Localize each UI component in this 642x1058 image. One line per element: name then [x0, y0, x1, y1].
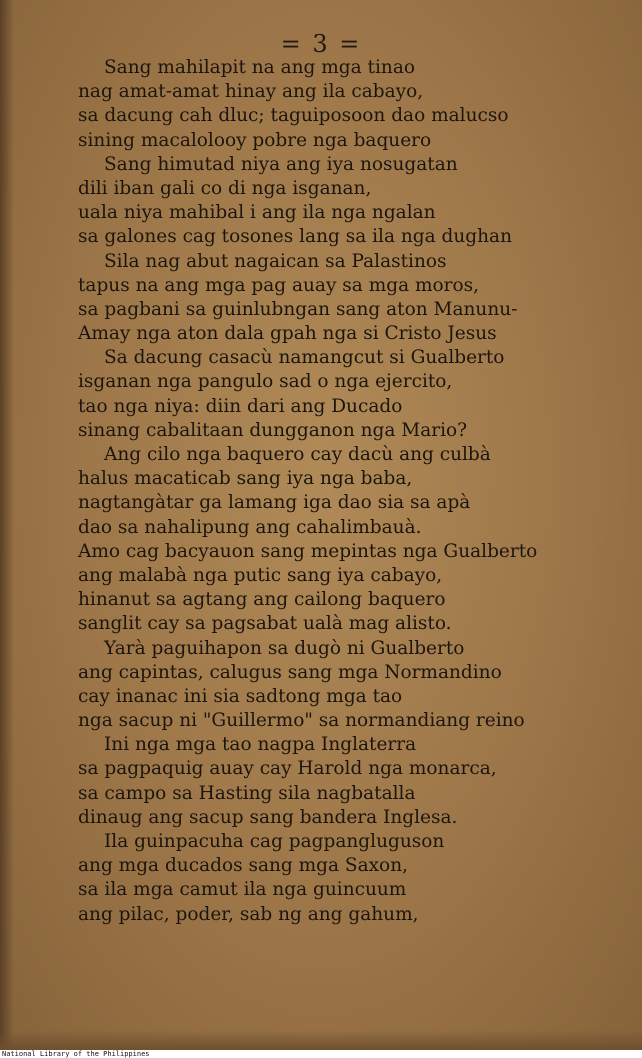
poem-line: sa pagpaquig auay cay Harold nga monarca, — [78, 758, 497, 780]
poem-line: ang malabà nga putic sang iya cabayo, — [78, 564, 443, 586]
poem-line: sanglit cay sa pagsabat ualà mag alisto. — [78, 613, 452, 635]
poem-line: ang mga ducados sang mga Saxon, — [78, 855, 408, 877]
poem-line: tapus na ang mga pag auay sa mga moros, — [78, 274, 480, 296]
poem-line: ang capintas, calugus sang mga Normandino — [78, 661, 502, 683]
poem-line: Yarà paguihapon sa dugò ni Gualberto — [104, 637, 465, 659]
poem-line: nga sacup ni "Guillermo" sa normandiang reino — [78, 710, 525, 732]
poem-line: sining macalolooy pobre nga baquero — [78, 129, 432, 151]
poem-line: sa galones cag tosones lang sa ila nga dughan — [78, 226, 512, 248]
poem-line: Amay nga aton dala gpah nga si Cristo Jesus — [78, 323, 497, 345]
poem-line: tao nga niya: diin dari ang Ducado — [78, 395, 403, 417]
poem-line: nag amat-amat hinay ang ila cabayo, — [78, 81, 424, 103]
page-number: = 3 = — [280, 30, 362, 58]
poem-line: dao sa nahalipung ang cahalimbauà. — [78, 516, 422, 538]
poem-line: Ang cilo nga baquero cay dacù ang culbà — [104, 444, 491, 465]
page-left-shadow — [0, 0, 14, 1050]
poem-line: sa ila mga camut ila nga guincuum — [78, 879, 407, 901]
poem-line: sa dacung cah dluc; taguiposoon dao malucso — [78, 105, 509, 127]
poem-line: hinanut sa agtang ang cailong baquero — [78, 589, 446, 611]
page-bottom-shadow — [0, 1030, 642, 1050]
poem-line: uala niya mahibal i ang ila nga ngalan — [78, 202, 436, 224]
poem-line: nagtangàtar ga lamang iga dao sia sa apà — [78, 492, 471, 514]
poem-line: Sa dacung casacù namangcut si Gualberto — [104, 347, 505, 369]
poem-line: ang pilac, poder, sab ng ang gahum, — [78, 903, 419, 925]
poem-line: Sang himutad niya ang iya nosugatan — [104, 153, 458, 175]
poem-line: Sang mahilapit na ang mga tinao — [104, 57, 415, 78]
poem-line: sinang cabalitaan dungganon nga Mario? — [78, 419, 468, 441]
poem-line: halus macaticab sang iya nga baba, — [78, 468, 413, 490]
poem-text — [60, 56, 620, 927]
poem-line: Ila guinpacuha cag pagpangluguson — [104, 831, 445, 852]
poem-line: Amo cag bacyauon sang mepintas nga Gualberto — [78, 540, 538, 562]
poem-line: dili iban gali co di nga isganan, — [78, 177, 372, 199]
poem-line: sa pagbani sa guinlubngan sang aton Manunu- — [78, 298, 518, 320]
library-credit: National Library of the Philippines — [2, 1050, 150, 1058]
poem-line: Ini nga mga tao nagpa Inglaterra — [104, 734, 417, 756]
poem-line: isganan nga pangulo sad o nga ejercito, — [78, 371, 453, 393]
poem-line: cay inanac ini sia sadtong mga tao — [78, 685, 403, 707]
poem-line: dinaug ang sacup sang bandera Inglesa. — [78, 806, 458, 828]
poem-line: sa campo sa Hasting sila nagbatalla — [78, 782, 416, 804]
poem-line: Sila nag abut nagaican sa Palastinos — [104, 250, 447, 272]
